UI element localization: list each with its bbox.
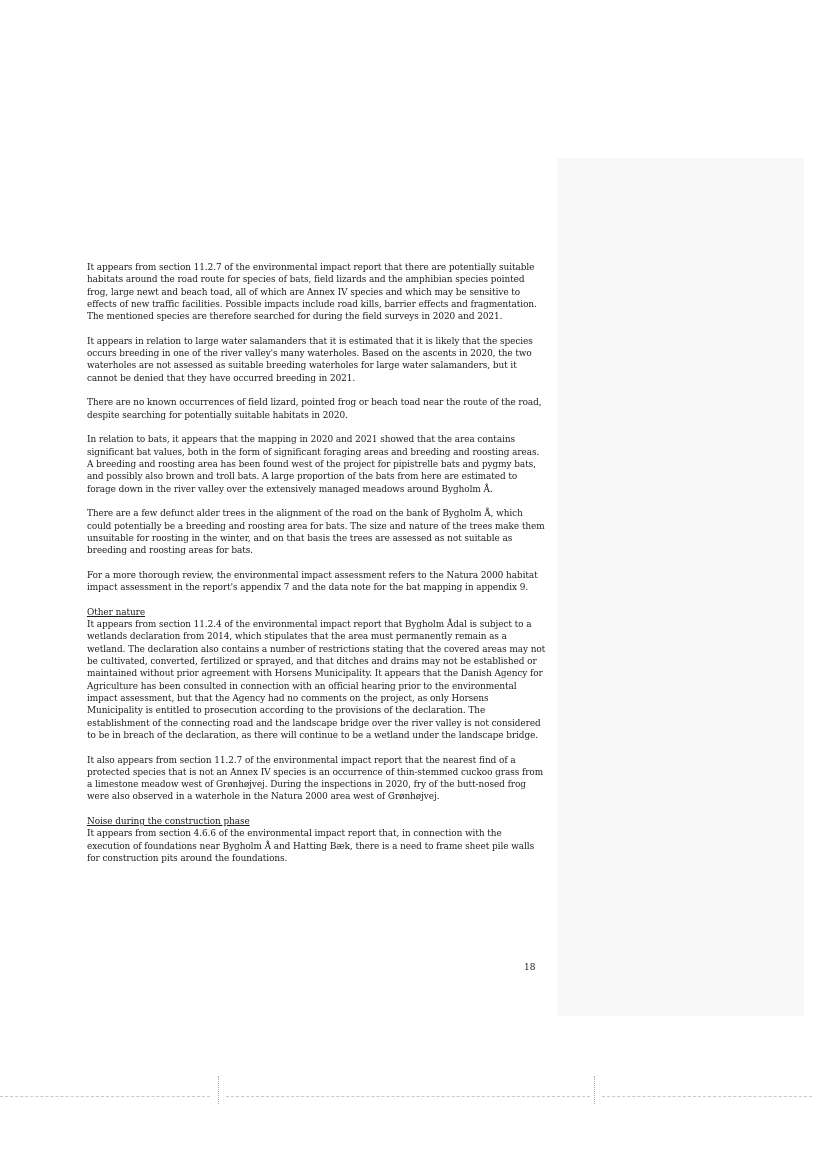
scan-shading — [557, 158, 804, 1016]
scan-artifact-line — [602, 1096, 812, 1097]
paragraph-natura-2000-review: For a more thorough review, the environmental impact assessment refers to the Natura 2000 habitat impact assessment in the report's appendix 7 and the data note for the bat mapping in appendix 9. — [87, 570, 538, 594]
scan-artifact-mark — [594, 1076, 601, 1104]
section-other-nature — [87, 607, 547, 742]
paragraph-large-water-salamanders: It appears in relation to large water salamanders that it is estimated that it is likely that the species occurs breeding in one of the river valley's many waterholes. Based on the ascents in 2020, the two waterholes are not assessed as suitable breeding waterholes for large water salamanders, but it cannot be denied that they have occurred breeding in 2021. — [87, 336, 533, 384]
paragraph-cuckoo-grass: It also appears from section 11.2.7 of the environmental impact report that the nearest find of a protected species that is not an Annex IV species is an occurrence of thin-stemmed cuckoo grass from a limestone meadow west of Grønhøjvej. During the inspections in 2020, fry of the butt-nosed frog were also observed in a waterhole in the Natura 2000 area west of Grønhøjvej. — [87, 755, 544, 803]
section-noise-construction — [87, 816, 547, 865]
heading-noise-construction: Noise during the construction phase — [87, 817, 250, 828]
paragraph-annex-iv-habitats: It appears from section 11.2.7 of the environmental impact report that there are potentially suitable habitats around the road route for species of bats, field lizards and the amphibian species pointed frog, large newt and beach toad, all of which are Annex IV species and which may be sensitive to effects of new traffic facilities. Possible impacts include road kills, barrier effects and fragmentation. The mentioned species are therefore searched for during the field surveys in 2020 and 2021. — [87, 263, 537, 323]
heading-other-nature: Other nature — [87, 607, 146, 618]
page-number: 18 — [524, 963, 536, 973]
scan-artifact-line — [226, 1096, 590, 1097]
scan-artifact-mark — [218, 1076, 225, 1104]
paragraph-field-lizard: There are no known occurrences of field lizard, pointed frog or beach toad near the route of the road, despite searching for potentially suitable habitats in 2020. — [87, 398, 542, 421]
paragraph-alder-trees: There are a few defunct alder trees in the alignment of the road on the bank of Bygholm Å, which could potentially be a breeding and roosting area for bats. The size and nature of the trees make them unsuitable for roosting in the winter, and on that basis the trees are assessed as not suitable as breeding and roosting areas for bats. — [87, 509, 545, 557]
scan-artifact-line — [0, 1096, 210, 1097]
paragraph-bats: In relation to bats, it appears that the mapping in 2020 and 2021 showed that the area contains significant bat values, both in the form of significant foraging areas and breeding and roosting areas. A breeding and roosting area has been found west of the project for pipistrelle bats and pygmy bats, and possibly also brown and troll bats. A large proportion of the bats from here are estimated to forage down in the river valley over the extensively managed meadows around Bygholm Å. — [87, 435, 540, 495]
body-text — [87, 262, 547, 865]
paragraph-sheet-pile-walls: It appears from section 4.6.6 of the environmental impact report that, in connection with the execution of foundations near Bygholm Å and Hatting Bæk, there is a need to frame sheet pile walls for construction pits around the foundations. — [87, 829, 535, 864]
paragraph-wetlands-declaration: It appears from section 11.2.4 of the environmental impact report that Bygholm Ådal is subject to a wetlands declaration from 2014, which stipulates that the area must permanently remain as a wetland. The declaration also contains a number of restrictions stating that the covered areas may not be cultivated, converted, fertilized or sprayed, and that ditches and drains may not be established or maintained without prior agreement with Horsens Municipality. It appears that the Danish Agency for Agriculture has been consulted in connection with an official hearing prior to the environmental impact assessment, but that the Agency had no comments on the project, as only Horsens Municipality is entitled to prosecution according to the provisions of the declaration. The establishment of the connecting road and the landscape bridge over the river valley is not considered to be in breach of the declaration, as there will continue to be a wetland under the landscape bridge. — [87, 620, 546, 741]
